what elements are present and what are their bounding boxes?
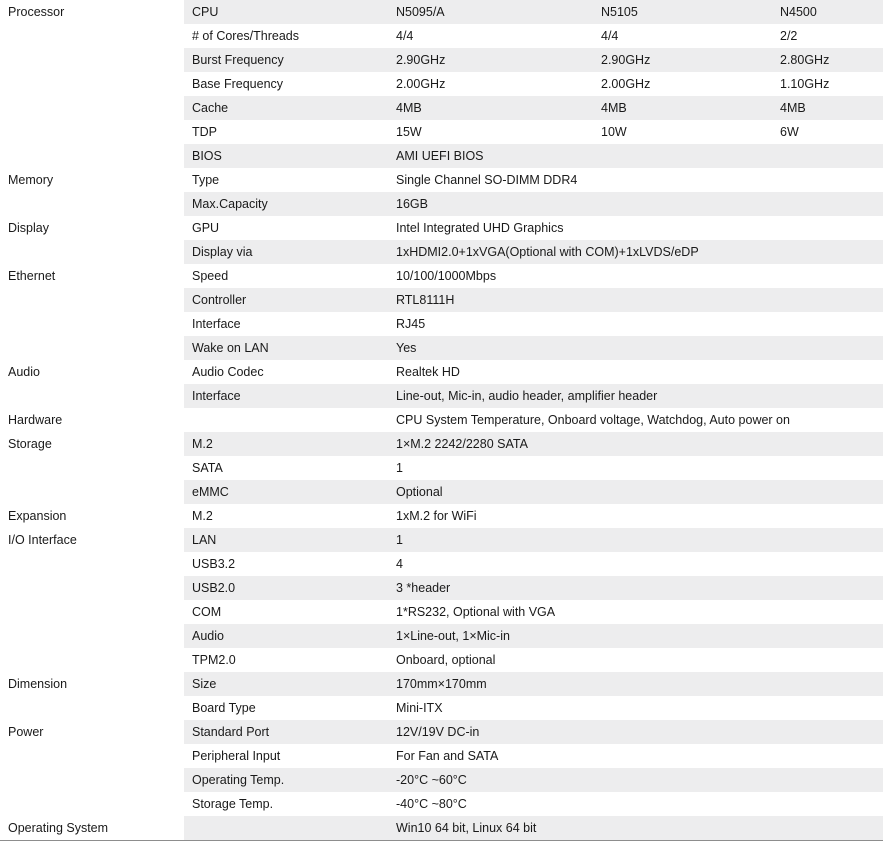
table-row [0,0,883,24]
table-row [0,216,883,240]
table-row [0,552,883,576]
row-value-1: 4/4 [388,24,593,48]
row-item: Cache [184,96,388,120]
table-row [0,24,883,48]
row-item: Burst Frequency [184,48,388,72]
row-value-1: 12V/19V DC-in [388,720,883,744]
row-category: Dimension [0,672,184,696]
row-category [0,384,184,408]
row-value-2: 2.90GHz [593,48,772,72]
table-row [0,816,883,840]
row-value-1: Realtek HD [388,360,883,384]
row-value-3: N4500 [772,0,883,24]
row-item: Interface [184,312,388,336]
row-category [0,576,184,600]
row-value-2: 4MB [593,96,772,120]
table-row [0,648,883,672]
table-row [0,600,883,624]
row-item [184,816,388,840]
table-row [0,432,883,456]
row-value-1: N5095/A [388,0,593,24]
row-item: Peripheral Input [184,744,388,768]
row-category: Ethernet [0,264,184,288]
table-row [0,672,883,696]
row-value-1: 1xM.2 for WiFi [388,504,883,528]
row-item: BIOS [184,144,388,168]
row-value-3: 2/2 [772,24,883,48]
table-row [0,288,883,312]
row-category [0,72,184,96]
table-row [0,264,883,288]
row-item: COM [184,600,388,624]
table-row [0,168,883,192]
row-category: Hardware [0,408,184,432]
table-row [0,192,883,216]
row-category [0,552,184,576]
row-category [0,96,184,120]
row-value-2: 2.00GHz [593,72,772,96]
row-value-1: 1 [388,456,883,480]
table-row [0,504,883,528]
row-item: CPU [184,0,388,24]
row-category [0,600,184,624]
row-category [0,312,184,336]
table-row [0,72,883,96]
row-category [0,24,184,48]
row-value-2: N5105 [593,0,772,24]
row-category: I/O Interface [0,528,184,552]
row-item: Display via [184,240,388,264]
row-item: Audio Codec [184,360,388,384]
row-item: Type [184,168,388,192]
row-category [0,192,184,216]
row-item: GPU [184,216,388,240]
row-item: USB3.2 [184,552,388,576]
table-row [0,768,883,792]
row-value-1: Line-out, Mic-in, audio header, amplifier header [388,384,883,408]
row-category: Memory [0,168,184,192]
table-row [0,312,883,336]
row-value-1: 1 [388,528,883,552]
row-category [0,120,184,144]
table-row [0,144,883,168]
table-row [0,120,883,144]
row-value-1: Intel Integrated UHD Graphics [388,216,883,240]
table-row [0,408,883,432]
table-row [0,792,883,816]
row-item: Max.Capacity [184,192,388,216]
row-value-1: RTL8111H [388,288,883,312]
row-category [0,336,184,360]
row-item: Base Frequency [184,72,388,96]
row-category [0,744,184,768]
row-category [0,456,184,480]
row-category [0,648,184,672]
table-row [0,624,883,648]
row-item: Size [184,672,388,696]
row-value-1: -20°C ~60°C [388,768,883,792]
row-item: M.2 [184,504,388,528]
row-value-1: 4MB [388,96,593,120]
row-value-1: For Fan and SATA [388,744,883,768]
table-row [0,696,883,720]
row-item: Speed [184,264,388,288]
row-value-1: Yes [388,336,883,360]
row-category [0,768,184,792]
row-item: M.2 [184,432,388,456]
row-category [0,696,184,720]
row-category: Storage [0,432,184,456]
row-value-1: RJ45 [388,312,883,336]
row-category: Display [0,216,184,240]
row-item: Storage Temp. [184,792,388,816]
row-category: Power [0,720,184,744]
table-row [0,720,883,744]
row-value-1: Mini-ITX [388,696,883,720]
row-category [0,480,184,504]
row-item: LAN [184,528,388,552]
row-item: eMMC [184,480,388,504]
table-row [0,336,883,360]
row-item: Wake on LAN [184,336,388,360]
row-item: TPM2.0 [184,648,388,672]
row-value-1: Onboard, optional [388,648,883,672]
row-value-1: 2.90GHz [388,48,593,72]
row-value-1: 4 [388,552,883,576]
row-category: Audio [0,360,184,384]
row-category [0,240,184,264]
row-value-1: 2.00GHz [388,72,593,96]
row-value-2: 4/4 [593,24,772,48]
row-value-1: 15W [388,120,593,144]
row-category [0,144,184,168]
row-category [0,288,184,312]
row-item: Audio [184,624,388,648]
row-value-1: 3 *header [388,576,883,600]
row-category [0,48,184,72]
row-category [0,624,184,648]
row-item: Controller [184,288,388,312]
row-value-1: 1*RS232, Optional with VGA [388,600,883,624]
row-value-3: 6W [772,120,883,144]
row-category: Expansion [0,504,184,528]
table-row [0,48,883,72]
row-item: SATA [184,456,388,480]
row-item [184,408,388,432]
row-category: Processor [0,0,184,24]
row-item: Board Type [184,696,388,720]
row-value-3: 2.80GHz [772,48,883,72]
table-row [0,456,883,480]
row-value-1: Win10 64 bit, Linux 64 bit [388,816,883,840]
row-value-1: AMI UEFI BIOS [388,144,883,168]
table-row [0,384,883,408]
row-value-1: CPU System Temperature, Onboard voltage, Watchdog, Auto power on [388,408,883,432]
row-item: USB2.0 [184,576,388,600]
row-value-3: 1.10GHz [772,72,883,96]
table-row [0,744,883,768]
table-row [0,576,883,600]
row-value-1: Single Channel SO-DIMM DDR4 [388,168,883,192]
table-row [0,528,883,552]
row-value-3: 4MB [772,96,883,120]
row-value-2: 10W [593,120,772,144]
row-value-1: 16GB [388,192,883,216]
row-value-1: 1xHDMI2.0+1xVGA(Optional with COM)+1xLVDS/eDP [388,240,883,264]
row-item: Interface [184,384,388,408]
row-category: Operating System [0,816,184,840]
row-item: Standard Port [184,720,388,744]
row-item: # of Cores/Threads [184,24,388,48]
row-value-1: -40°C ~80°C [388,792,883,816]
row-category [0,792,184,816]
table-row [0,360,883,384]
table-row [0,480,883,504]
row-item: Operating Temp. [184,768,388,792]
row-value-1: 10/100/1000Mbps [388,264,883,288]
table-row [0,240,883,264]
row-value-1: 170mm×170mm [388,672,883,696]
row-value-1: 1×Line-out, 1×Mic-in [388,624,883,648]
row-value-1: 1×M.2 2242/2280 SATA [388,432,883,456]
row-item: TDP [184,120,388,144]
table-row [0,96,883,120]
row-value-1: Optional [388,480,883,504]
